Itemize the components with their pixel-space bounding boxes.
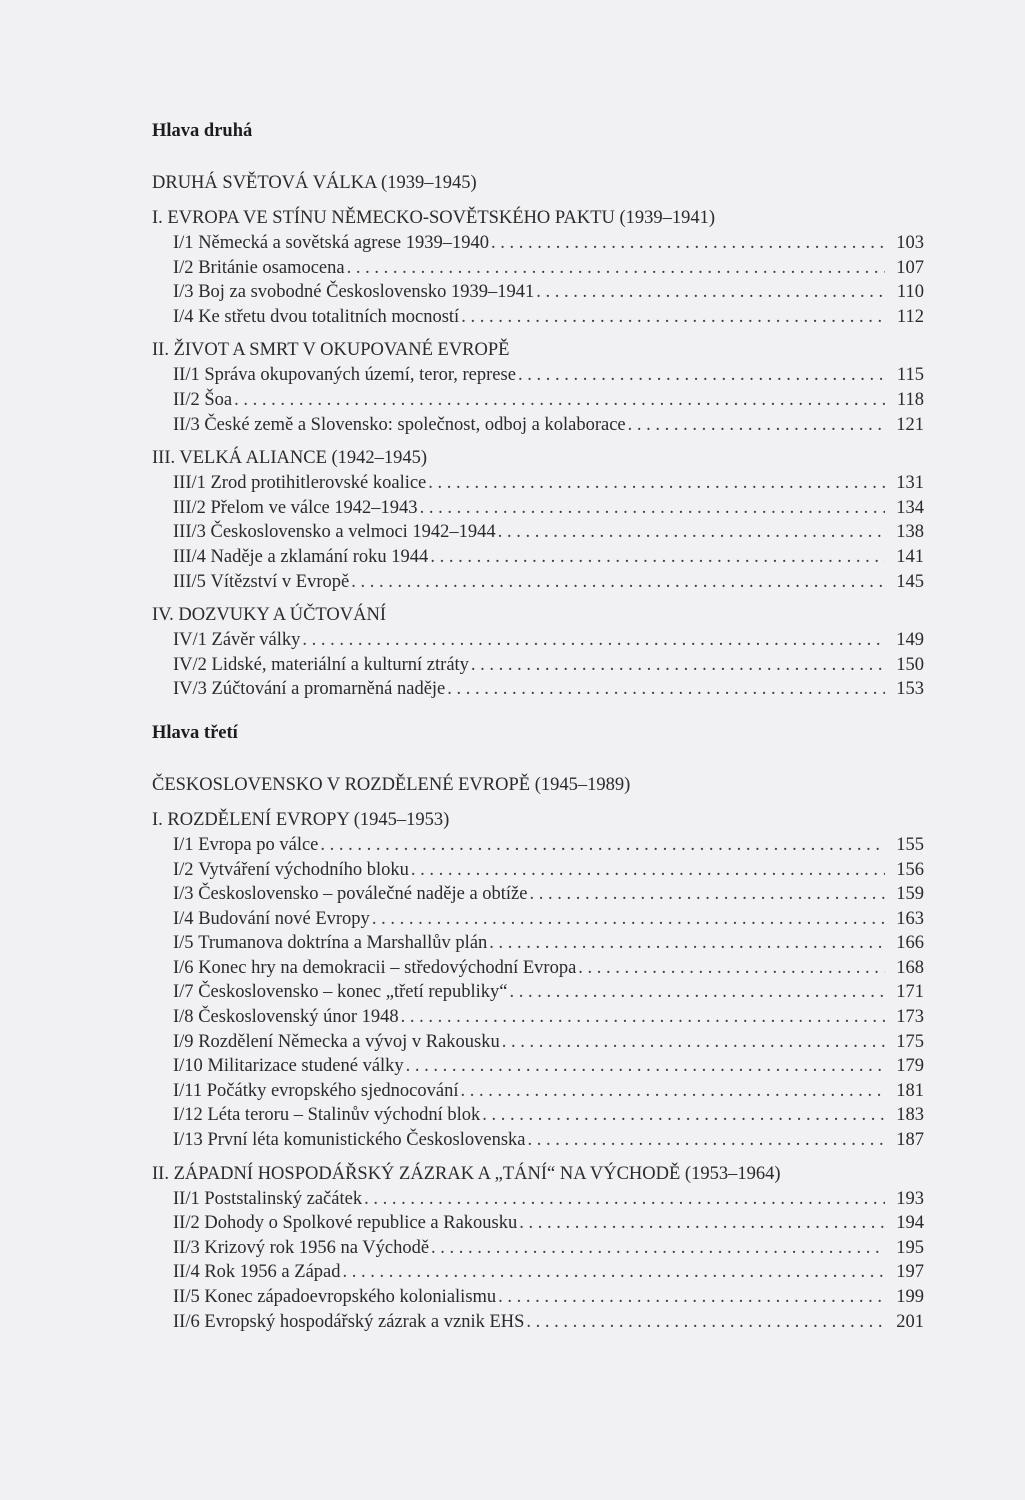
entry-number: III/3 <box>173 522 206 543</box>
entry-title: Vítězství v Evropě <box>210 571 350 592</box>
entry-title: Správa okupovaných území, teror, represe <box>204 365 516 386</box>
entry-title: Ke střetu dvou totalitních mocností <box>198 306 460 327</box>
entry-number: III/4 <box>173 546 206 567</box>
toc-entry <box>152 1285 924 1310</box>
page-number: 179 <box>896 1056 924 1077</box>
entry-number: I/12 <box>173 1105 203 1126</box>
dot-leader <box>628 413 885 438</box>
entry-number: III/2 <box>173 497 206 518</box>
entry-title: Lidské, materiální a kulturní ztráty <box>211 654 469 675</box>
page-number: 121 <box>896 414 924 435</box>
chapter <box>152 118 924 702</box>
page-number: 194 <box>896 1213 924 1234</box>
dot-leader <box>430 545 885 570</box>
toc-entry <box>152 231 924 256</box>
entry-title: Krizový rok 1956 na Východě <box>204 1237 430 1258</box>
page-number: 131 <box>896 473 924 494</box>
page-number: 115 <box>896 365 924 386</box>
entry-number: II/6 <box>173 1311 200 1332</box>
page-number: 173 <box>896 1007 924 1028</box>
toc-entry <box>152 1005 924 1030</box>
entry-title: Zúčtování a promarněná naděje <box>211 679 446 700</box>
entry-number: I/13 <box>173 1130 203 1151</box>
dot-leader <box>411 858 885 883</box>
page-number: 163 <box>896 908 924 929</box>
toc-entry <box>152 1187 924 1212</box>
entry-number: I/6 <box>173 957 194 978</box>
section-heading: II. ŽIVOT A SMRT V OKUPOVANÉ EVROPĚ <box>152 340 510 361</box>
chapter-heading: Hlava třetí <box>152 722 238 743</box>
page-number: 171 <box>896 982 924 1003</box>
entry-title: Konec hry na demokracii – středovýchodní Evropa <box>198 957 577 978</box>
dot-leader <box>529 882 885 907</box>
toc-entry <box>152 980 924 1005</box>
page-number: 166 <box>896 933 924 954</box>
page-number: 110 <box>896 282 924 303</box>
toc-entry <box>152 570 924 595</box>
chapter-heading: Hlava druhá <box>152 121 253 141</box>
page-number: 103 <box>896 233 924 253</box>
dot-leader <box>347 256 885 281</box>
section <box>152 808 924 1153</box>
entry-number: II/1 <box>173 1188 200 1209</box>
dot-leader <box>578 956 885 981</box>
page-number: 195 <box>896 1237 924 1258</box>
entry-number: I/10 <box>173 1056 203 1077</box>
dot-leader <box>343 1260 886 1285</box>
toc-entry <box>152 1260 924 1285</box>
entry-title: Počátky evropského sjednocování <box>206 1080 459 1101</box>
section-heading: I. EVROPA VE STÍNU NĚMECKO-SOVĚTSKÉHO PAKTU (1939–1941) <box>152 208 716 228</box>
section-heading: I. ROZDĚLENÍ EVROPY (1945–1953) <box>152 809 450 830</box>
toc-entry <box>152 1310 924 1335</box>
page-number: 150 <box>896 654 924 675</box>
dot-leader <box>528 1128 886 1153</box>
entry-number: I/2 <box>173 257 194 278</box>
toc-entry <box>152 520 924 545</box>
entry-title: Přelom ve válce 1942–1943 <box>210 497 418 518</box>
dot-leader <box>420 496 885 521</box>
entry-title: Československo – poválečné naděje a obtíže <box>198 884 528 905</box>
entry-title: Konec západoevropského kolonialismu <box>204 1287 497 1307</box>
entry-number: I/7 <box>173 982 194 1003</box>
page-number: 199 <box>896 1287 924 1307</box>
entry-number: III/1 <box>173 473 206 494</box>
entry-number: II/3 <box>173 414 200 435</box>
page-number: 193 <box>896 1188 924 1209</box>
entry-number: I/9 <box>173 1031 194 1052</box>
toc-entry <box>152 677 924 702</box>
dot-leader <box>428 471 885 496</box>
entry-title: Trumanova doktrína a Marshallův plán <box>198 933 488 954</box>
entry-title: Šoa <box>204 389 233 410</box>
toc-entry <box>152 280 924 305</box>
entry-title: Léta teroru – Stalinův východní blok <box>207 1105 481 1126</box>
dot-leader <box>526 1310 885 1335</box>
page-number: 149 <box>896 630 924 651</box>
page-number: 201 <box>896 1311 924 1332</box>
toc-entry <box>152 931 924 956</box>
entry-number: II/3 <box>173 1237 200 1258</box>
dot-leader <box>302 628 885 653</box>
toc-entry <box>152 1054 924 1079</box>
entry-number: II/1 <box>173 365 200 386</box>
page-number: 175 <box>896 1031 924 1052</box>
dot-leader <box>518 363 885 388</box>
toc-entry <box>152 388 924 413</box>
page-number: 138 <box>896 522 924 543</box>
page-number: 156 <box>896 859 924 880</box>
page-number: 181 <box>896 1080 924 1101</box>
dot-leader <box>498 520 885 545</box>
page-number: 112 <box>896 306 924 327</box>
section <box>152 603 924 702</box>
page-number: 187 <box>896 1130 924 1151</box>
entry-number: I/2 <box>173 859 194 880</box>
entry-title: Československo a velmoci 1942–1944 <box>210 522 496 543</box>
entry-title: Poststalinský začátek <box>204 1188 363 1209</box>
page-number: 197 <box>896 1262 924 1283</box>
entry-title: Rozdělení Německa a vývoj v Rakousku <box>198 1031 500 1052</box>
entry-number: IV/2 <box>173 654 207 675</box>
dot-leader <box>491 231 885 256</box>
entry-number: II/5 <box>173 1287 200 1307</box>
toc-entry <box>152 628 924 653</box>
entry-number: I/4 <box>173 306 194 327</box>
table-of-contents <box>152 118 924 1343</box>
toc-entry <box>152 1079 924 1104</box>
toc-entry <box>152 305 924 330</box>
toc-entry <box>152 1128 924 1153</box>
entry-number: IV/3 <box>173 679 207 700</box>
page-number: 134 <box>896 497 924 518</box>
entry-number: III/5 <box>173 571 206 592</box>
page-number: 141 <box>896 546 924 567</box>
section <box>152 1162 924 1335</box>
entry-title: Británie osamocena <box>198 257 345 278</box>
toc-entry <box>152 413 924 438</box>
toc-entry <box>152 882 924 907</box>
entry-number: I/4 <box>173 908 194 929</box>
entry-number: I/3 <box>173 282 194 303</box>
toc-entry <box>152 1103 924 1128</box>
entry-number: I/11 <box>173 1080 203 1101</box>
toc-entry <box>152 956 924 981</box>
dot-leader <box>502 1030 885 1055</box>
entry-number: I/1 <box>173 834 194 855</box>
chapter-title: DRUHÁ SVĚTOVÁ VÁLKA (1939–1945) <box>152 173 477 193</box>
dot-leader <box>431 1236 885 1261</box>
page-number: 159 <box>896 884 924 905</box>
page-number: 168 <box>896 957 924 978</box>
dot-leader <box>401 1005 885 1030</box>
entry-title: Boj za svobodné Československo 1939–1941 <box>198 282 535 303</box>
dot-leader <box>461 305 885 330</box>
dot-leader <box>536 280 885 305</box>
page-number: 107 <box>896 257 924 278</box>
section <box>152 338 924 437</box>
toc-entry <box>152 363 924 388</box>
toc-entry <box>152 907 924 932</box>
toc-entry <box>152 1236 924 1261</box>
section <box>152 206 924 329</box>
entry-title: Budování nové Evropy <box>198 908 370 929</box>
entry-number: II/2 <box>173 1213 200 1234</box>
entry-title: Vytváření východního bloku <box>198 859 409 880</box>
entry-title: První léta komunistického Československa <box>207 1130 526 1151</box>
dot-leader <box>461 1079 886 1104</box>
entry-number: I/8 <box>173 1007 194 1028</box>
dot-leader <box>351 570 885 595</box>
toc-entry <box>152 545 924 570</box>
entry-title: Československo – konec „třetí republiky“ <box>198 982 508 1003</box>
dot-leader <box>447 677 885 702</box>
entry-number: II/2 <box>173 389 200 410</box>
toc-entry <box>152 471 924 496</box>
chapter <box>152 720 924 1334</box>
entry-title: Zrod protihitlerovské koalice <box>210 473 427 494</box>
page-number: 155 <box>896 834 924 855</box>
entry-title: České země a Slovensko: společnost, odboj a kolaborace <box>204 414 626 435</box>
entry-number: IV/1 <box>173 630 207 651</box>
section <box>152 446 924 594</box>
entry-title: Militarizace studené války <box>207 1056 404 1077</box>
toc-entry <box>152 496 924 521</box>
chapter-title: ČESKOSLOVENSKO V ROZDĚLENÉ EVROPĚ (1945–1989) <box>152 774 631 795</box>
toc-entry <box>152 1030 924 1055</box>
dot-leader <box>519 1211 885 1236</box>
entry-number: I/1 <box>173 233 194 253</box>
dot-leader <box>364 1187 885 1212</box>
toc-entry <box>152 653 924 678</box>
dot-leader <box>320 833 885 858</box>
entry-title: Rok 1956 a Západ <box>204 1262 341 1283</box>
entry-number: II/4 <box>173 1262 200 1283</box>
section-heading: III. VELKÁ ALIANCE (1942–1945) <box>152 448 428 469</box>
section-heading: II. ZÁPADNÍ HOSPODÁŘSKÝ ZÁZRAK A „TÁNÍ“ NA VÝCHODĚ (1953–1964) <box>152 1163 781 1184</box>
dot-leader <box>509 980 885 1005</box>
entry-number: I/3 <box>173 884 194 905</box>
dot-leader <box>406 1054 885 1079</box>
entry-number: I/5 <box>173 933 194 954</box>
toc-entry <box>152 858 924 883</box>
entry-title: Závěr války <box>211 630 301 651</box>
dot-leader <box>234 388 885 413</box>
dot-leader <box>372 907 885 932</box>
entry-title: Německá a sovětská agrese 1939–1940 <box>198 233 489 253</box>
section-heading: IV. DOZVUKY A ÚČTOVÁNÍ <box>152 605 386 626</box>
entry-title: Naděje a zklamání roku 1944 <box>210 546 429 567</box>
toc-entry <box>152 833 924 858</box>
dot-leader <box>489 931 885 956</box>
entry-title: Evropský hospodářský zázrak a vznik EHS <box>204 1311 525 1332</box>
entry-title: Dohody o Spolkové republice a Rakousku <box>204 1213 518 1234</box>
dot-leader <box>498 1285 885 1310</box>
dot-leader <box>482 1103 885 1128</box>
toc-entry <box>152 1211 924 1236</box>
page-number: 145 <box>896 571 924 592</box>
entry-title: Evropa po válce <box>198 834 319 855</box>
page-number: 183 <box>896 1105 924 1126</box>
page-number: 118 <box>896 389 924 410</box>
toc-entry <box>152 256 924 281</box>
entry-title: Československý únor 1948 <box>198 1007 399 1028</box>
dot-leader <box>471 653 885 678</box>
page-number: 153 <box>896 679 924 700</box>
